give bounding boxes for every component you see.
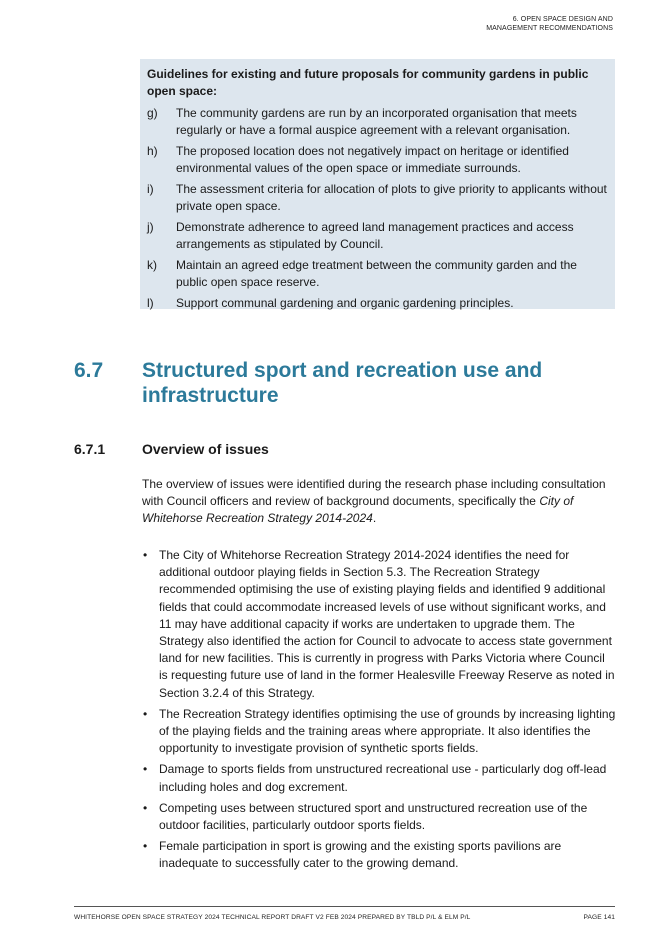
intro-paragraph [142, 476, 616, 528]
guideline-marker: g) [147, 106, 158, 120]
issues-list [142, 547, 616, 877]
list-item-text: Female participation in sport is growing and the existing sports pavilions are inadequate to successfully cater to the growing demand. [159, 839, 562, 871]
guideline-item [147, 105, 607, 139]
bullet-icon: • [143, 548, 148, 562]
guideline-item [147, 181, 607, 215]
guideline-text: Maintain an agreed edge treatment between the community garden and the public open space reserve. [176, 258, 577, 289]
guideline-item [147, 295, 607, 312]
footer-divider [74, 906, 615, 907]
list-item-text: The Recreation Strategy identifies optimising the use of grounds by increasing lighting of the playing fields and the training areas where appropriate. It also identifies the opportunity to investigate provision of synthetic sports fields. [159, 706, 616, 756]
guideline-marker: j) [147, 220, 154, 234]
guidelines-title: Guidelines for existing and future proposals for community gardens in public open space: [147, 67, 589, 98]
running-header-line1: 6. OPEN SPACE DESIGN AND [512, 16, 613, 23]
section-number: 6.7 [74, 359, 104, 382]
list-item [142, 838, 616, 872]
list-item [142, 547, 616, 702]
section-title: Structured sport and recreation use and infrastructure [142, 359, 543, 407]
list-item-text: Damage to sports fields from unstructured recreational use - particularly dog off-lead including holes and dog excrement. [159, 762, 607, 794]
guideline-text: The assessment criteria for allocation of plots to give priority to applicants without private open space. [176, 182, 607, 213]
guideline-item [147, 257, 607, 291]
bullet-icon: • [143, 706, 148, 721]
list-item [142, 800, 616, 834]
intro-italic-title: City of Whitehorse Recreation Strategy 2014-2024 [142, 494, 574, 526]
guideline-text: The proposed location does not negatively impact on heritage or identified environmental values of the open space or immediate surrounds. [176, 144, 569, 175]
list-item-text: The City of Whitehorse Recreation Strategy 2014-2024 identifies the need for additional outdoor playing fields in Section 5.3. The Recreation Strategy recommended optimising the use of existing playing fields and identified 9 additional fields that could accommodate increased levels of use without significant works, and 11 may have additional capacity if works are undertaken to upgrade them. The Strategy also identified the action for Council to advocate to access state government land for new facilities. This is currently in progress with Parks Victoria where Council is requesting future use of land in the former Healesville Freeway Reserve as noted in Section 3.2.4 of this Strategy. [159, 548, 615, 700]
guidelines-box [140, 59, 615, 309]
intro-end: . [372, 511, 377, 526]
running-header-line2: MANAGEMENT RECOMMENDATIONS [486, 24, 613, 32]
guideline-item [147, 219, 607, 253]
list-item [142, 761, 616, 795]
guideline-marker: k) [147, 258, 157, 272]
footer-report-info: WHITEHORSE OPEN SPACE STRATEGY 2024 TECHNICAL REPORT DRAFT V2 FEB 2024 PREPARED BY TBLD P/L & ELM P/L [74, 914, 471, 921]
list-item-text: Competing uses between structured sport and unstructured recreation use of the outdoor facilities, particularly outdoor sports fields. [159, 800, 588, 833]
guideline-marker: l) [147, 296, 154, 310]
subsection-number: 6.7.1 [74, 441, 106, 457]
guideline-item [147, 143, 607, 177]
guideline-text: Demonstrate adherence to agreed land management practices and access arrangements as stipulated by Council. [176, 220, 574, 251]
intro-text: The overview of issues were identified during the research phase including consultation with Council officers and review of background documents, specifically the [142, 477, 606, 509]
bullet-icon: • [143, 839, 148, 854]
running-header [363, 16, 613, 33]
guideline-text: The community gardens are run by an incorporated organisation that meets regularly or have a formal auspice agreement with a relevant organisation. [176, 106, 577, 137]
bullet-icon: • [143, 800, 148, 815]
subsection-title: Overview of issues [142, 441, 269, 457]
guideline-marker: i) [147, 182, 154, 196]
guideline-marker: h) [147, 144, 158, 158]
list-item [142, 706, 616, 758]
page-number: PAGE 141 [583, 914, 615, 921]
bullet-icon: • [143, 762, 148, 777]
guideline-text: Support communal gardening and organic gardening principles. [176, 296, 514, 310]
